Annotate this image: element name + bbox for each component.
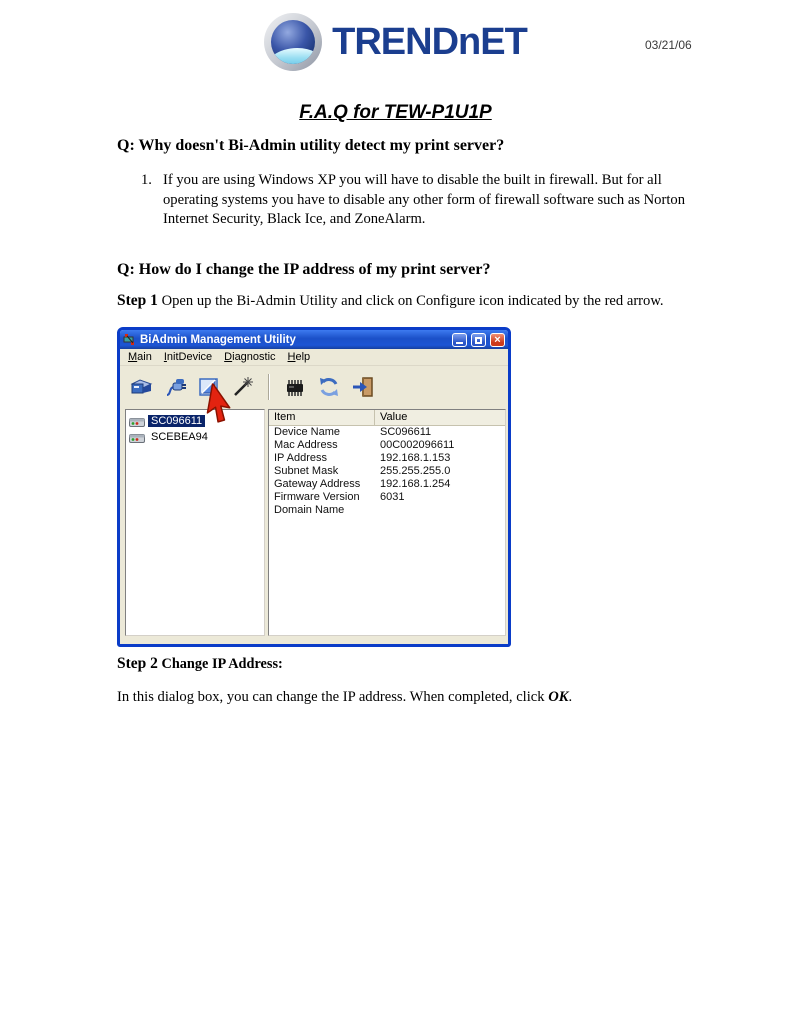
- column-header-item[interactable]: Item: [269, 410, 375, 425]
- column-header-value[interactable]: Value: [380, 411, 408, 423]
- table-row: [269, 452, 505, 465]
- menu-help[interactable]: Help: [287, 351, 311, 363]
- row-value: 192.168.1.254: [380, 478, 451, 490]
- app-icon: [123, 333, 136, 346]
- menu-bar: [120, 349, 508, 366]
- device-icon[interactable]: [129, 375, 153, 399]
- menu-initdevice[interactable]: InitDevice: [163, 351, 213, 363]
- row-value: 6031: [380, 491, 405, 503]
- device-name[interactable]: SCEBEA94: [151, 431, 208, 443]
- chip-icon[interactable]: [283, 375, 307, 399]
- step-1-label: Step 1: [117, 292, 158, 309]
- document-date: 03/21/06: [645, 38, 692, 52]
- window-titlebar[interactable]: [120, 330, 508, 349]
- close-button[interactable]: ×: [490, 333, 505, 347]
- device-list-item[interactable]: [126, 413, 264, 429]
- row-label: IP Address: [274, 452, 327, 464]
- device-details-panel: [268, 409, 506, 636]
- biadmin-window: [117, 327, 511, 647]
- table-row: [269, 491, 505, 504]
- row-label: Subnet Mask: [274, 465, 339, 477]
- table-row: [269, 504, 505, 517]
- row-value: SC096611: [380, 426, 432, 438]
- list-number: 1.: [141, 172, 152, 188]
- question-1-heading: Q: Why doesn't Bi-Admin utility detect my print server?: [117, 137, 505, 154]
- ok-emphasis: OK: [548, 689, 569, 705]
- closing-paragraph: In this dialog box, you can change the IP address. When completed, click OK.: [117, 689, 573, 705]
- answer-1-list-item: [141, 171, 686, 230]
- table-row: [269, 478, 505, 491]
- menu-diagnostic[interactable]: Diagnostic: [224, 351, 276, 363]
- row-value: 00C002096611: [380, 439, 455, 451]
- device-name-selected[interactable]: SC096611: [148, 415, 205, 427]
- row-value: 255.255.255.0: [380, 465, 451, 477]
- print-server-icon: [129, 432, 145, 443]
- row-label: Domain Name: [274, 504, 345, 516]
- refresh-icon[interactable]: [317, 375, 341, 399]
- toolbar-separator: [268, 374, 270, 400]
- table-row: [269, 426, 505, 439]
- minimize-button[interactable]: [452, 333, 467, 347]
- details-header-row: [269, 410, 505, 426]
- red-arrow-annotation: [200, 382, 240, 427]
- table-row: [269, 439, 505, 452]
- row-label: Mac Address: [274, 439, 338, 451]
- print-server-icon: [129, 416, 145, 427]
- step-2-label: Step 2: [117, 655, 158, 672]
- toolbar: [120, 366, 508, 408]
- maximize-button[interactable]: [471, 333, 486, 347]
- table-row: [269, 465, 505, 478]
- device-list-item[interactable]: [126, 429, 264, 445]
- device-list-panel[interactable]: [125, 409, 265, 636]
- row-value: [375, 504, 505, 517]
- trendnet-wordmark: TRENDnET: [332, 21, 527, 63]
- row-label: Gateway Address: [274, 478, 361, 490]
- window-title: BiAdmin Management Utility: [140, 333, 296, 346]
- row-label: Device Name: [274, 426, 341, 438]
- exit-icon[interactable]: [351, 375, 375, 399]
- step-2-paragraph: Step 2 Change IP Address:: [117, 655, 283, 672]
- row-label: Firmware Version: [274, 491, 360, 503]
- question-2-heading: Q: How do I change the IP address of my print server?: [117, 261, 491, 278]
- step-1-paragraph: Step 1 Open up the Bi-Admin Utility and click on Configure icon indicated by the red arrow.: [117, 292, 664, 309]
- row-value: 192.168.1.153: [380, 452, 451, 464]
- connect-icon[interactable]: [163, 375, 187, 399]
- page-title: F.A.Q for TEW-P1U1P: [299, 102, 492, 123]
- menu-main[interactable]: Main: [128, 351, 152, 363]
- answer-1-text: If you are using Windows XP you will have to disable the built in firewall. But for all operating systems you have to disable any other form of firewall software such as Norton Internet Security, Black Ice, and ZoneAlarm.: [163, 172, 685, 227]
- trendnet-globe-icon: [264, 13, 322, 71]
